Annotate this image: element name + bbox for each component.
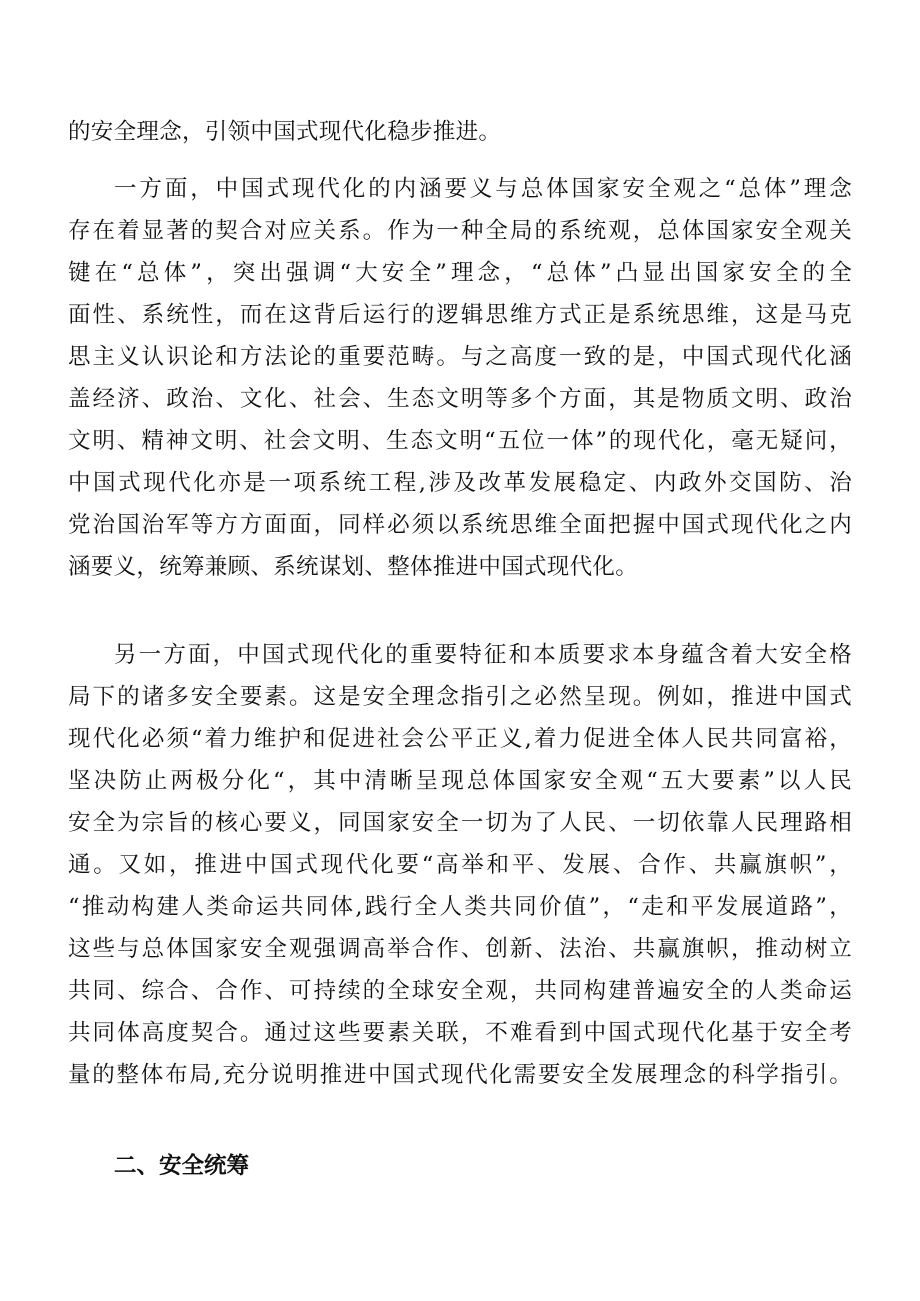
paragraph-1-line: 盖经济、政治、文化、社会、生态文明等多个方面，其是物质文明、政治 (68, 386, 852, 412)
intro-line: 的安全理念，引领中国式现代化稳步推进。 (68, 119, 502, 145)
section-heading: 二、安全统筹 (114, 1153, 250, 1179)
paragraph-2-line: 安全为宗旨的核心要义，同国家安全一切为了人民、一切依靠人民理路相 (68, 810, 852, 836)
paragraph-2-line: 共同体高度契合。通过这些要素关联，不难看到中国式现代化基于安全考 (68, 1020, 852, 1046)
paragraph-1-line: 思主义认识论和方法论的重要范畴。与之高度一致的是，中国式现代化涵 (68, 344, 852, 370)
paragraph-2-line: “推动构建人类命运共同体,践行全人类共同价值”，“走和平发展道路”， (68, 894, 852, 920)
paragraph-1-line: 文明、精神文明、社会文明、生态文明“五位一体”的现代化，毫无疑问， (68, 428, 852, 454)
paragraph-2-line: 这些与总体国家安全观强调高举合作、创新、法治、共赢旗帜，推动树立 (68, 936, 852, 962)
paragraph-1-line: 面性、系统性，而在这背后运行的逻辑思维方式正是系统思维，这是马克 (68, 302, 852, 328)
paragraph-1-line: 党治国治军等方方面面，同样必须以系统思维全面把握中国式现代化之内 (68, 512, 852, 538)
paragraph-2-line: 坚决防止两极分化“，其中清晰呈现总体国家安全观“五大要素”以人民 (68, 768, 852, 794)
paragraph-1-line: 中国式现代化亦是一项系统工程,涉及改革发展稳定、内政外交国防、治 (68, 470, 852, 496)
paragraph-2-line: 另一方面，中国式现代化的重要特征和本质要求本身蕴含着大安全格 (114, 642, 852, 668)
paragraph-2-line: 量的整体布局,充分说明推进中国式现代化需要安全发展理念的科学指引。 (68, 1062, 852, 1088)
paragraph-2-line: 局下的诸多安全要素。这是安全理念指引之必然呈现。例如，推进中国式 (68, 684, 852, 710)
paragraph-1-line: 键在“总体”，突出强调“大安全”理念，“总体”凸显出国家安全的全 (68, 260, 852, 286)
paragraph-1-line: 存在着显著的契合对应关系。作为一种全局的系统观，总体国家安全观关 (68, 218, 852, 244)
paragraph-2-line: 共同、综合、合作、可持续的全球安全观，共同构建普遍安全的人类命运 (68, 978, 852, 1004)
paragraph-1-line: 一方面，中国式现代化的内涵要义与总体国家安全观之“总体”理念 (114, 176, 852, 202)
paragraph-2-line: 通。又如，推进中国式现代化要“高举和平、发展、合作、共赢旗帜”， (68, 852, 852, 878)
paragraph-1-line: 涵要义，统筹兼顾、系统谋划、整体推进中国式现代化。 (68, 554, 639, 580)
paragraph-2-line: 现代化必须“着力维护和促进社会公平正义,着力促进全体人民共同富裕， (68, 726, 852, 752)
